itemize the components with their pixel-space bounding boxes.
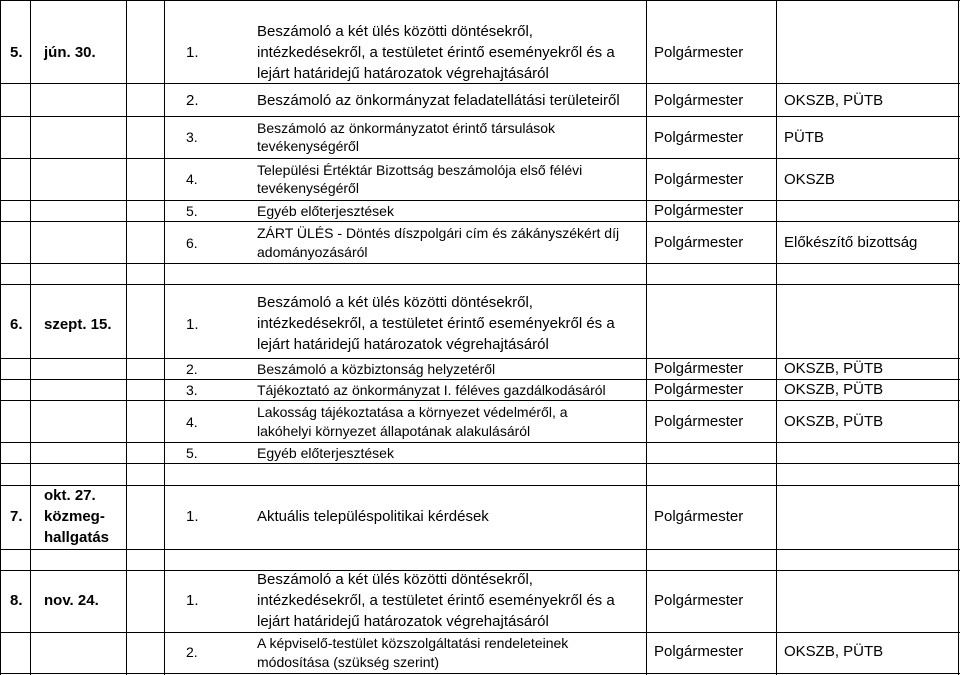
- item-text: Egyéb előterjesztések: [257, 203, 394, 219]
- item-responsible: Polgármester: [654, 381, 744, 398]
- row-separator: [0, 221, 960, 222]
- meeting-date: szept. 15.: [44, 316, 112, 333]
- item-index: 1.: [186, 44, 199, 61]
- table-border-bottom: [0, 673, 960, 674]
- item-text: tevékenységéről: [257, 138, 359, 154]
- col-separator: [126, 0, 127, 675]
- row-separator: [0, 200, 960, 201]
- meeting-date: jún. 30.: [44, 44, 96, 61]
- item-responsible: Polgármester: [654, 92, 744, 109]
- item-text: adományozásáról: [257, 244, 368, 260]
- item-preparer: Előkészítő bizottság: [784, 234, 918, 251]
- item-text: A képviselő-testület közszolgáltatási rendeleteinek: [257, 635, 569, 651]
- item-index: 4.: [186, 171, 198, 187]
- item-index: 2.: [186, 361, 198, 377]
- meeting-date: nov. 24.: [44, 592, 99, 609]
- item-responsible: Polgármester: [654, 129, 744, 146]
- item-preparer: OKSZB, PÜTB: [784, 413, 884, 430]
- row-separator: [0, 400, 960, 401]
- table-border-left: [0, 0, 1, 675]
- item-text: lejárt határidejű határozatok végrehajtásáról: [257, 613, 549, 630]
- item-text: lejárt határidejű határozatok végrehajtásáról: [257, 65, 549, 82]
- item-text: Beszámoló az önkormányzat feladatellátási területeiről: [257, 92, 620, 109]
- item-text: intézkedésekről, a testületet érintő eseményekről és a: [257, 315, 615, 332]
- item-index: 1.: [186, 592, 199, 609]
- item-text: Aktuális településpolitikai kérdések: [257, 508, 489, 525]
- item-responsible: Polgármester: [654, 44, 744, 61]
- item-text: tevékenységéről: [257, 180, 359, 196]
- item-index: 3.: [186, 382, 198, 398]
- item-responsible: Polgármester: [654, 202, 744, 219]
- meeting-number: 5.: [10, 44, 23, 61]
- row-separator: [0, 463, 960, 464]
- item-text: ZÁRT ÜLÉS - Döntés díszpolgári cím és zákányszékért díj: [257, 225, 620, 241]
- item-text: intézkedésekről, a testületet érintő eseményekről és a: [257, 44, 615, 61]
- item-responsible: Polgármester: [654, 508, 744, 525]
- item-responsible: Polgármester: [654, 234, 744, 251]
- item-index: 1.: [186, 508, 199, 525]
- item-index: 3.: [186, 129, 198, 145]
- item-preparer: PÜTB: [784, 129, 825, 146]
- item-text: Települési Értéktár Bizottság beszámolója első félévi: [257, 162, 583, 178]
- row-separator: [0, 284, 960, 285]
- item-text: Beszámoló a közbiztonság helyzetéről: [257, 361, 496, 377]
- item-responsible: Polgármester: [654, 413, 744, 430]
- row-separator: [0, 158, 960, 159]
- item-preparer: OKSZB, PÜTB: [784, 643, 884, 660]
- item-text: Beszámoló a két ülés közötti döntésekről,: [257, 23, 533, 40]
- item-text: Tájékoztató az önkormányzat I. féléves gazdálkodásáról: [257, 382, 606, 398]
- item-index: 2.: [186, 92, 199, 109]
- item-text: intézkedésekről, a testületet érintő eseményekről és a: [257, 592, 615, 609]
- table-border-right: [958, 0, 959, 675]
- item-preparer: OKSZB: [784, 171, 835, 188]
- item-text: Lakosság tájékoztatása a környezet védelméről, a: [257, 404, 568, 420]
- item-text: módosítása (szükség szerint): [257, 654, 440, 670]
- item-index: 4.: [186, 414, 198, 430]
- item-responsible: Polgármester: [654, 643, 744, 660]
- item-responsible: Polgármester: [654, 171, 744, 188]
- row-separator: [0, 485, 960, 486]
- item-responsible: Polgármester: [654, 360, 744, 377]
- col-separator: [646, 0, 647, 675]
- meeting-number: 8.: [10, 592, 23, 609]
- col-separator: [776, 0, 777, 675]
- row-separator: [0, 116, 960, 117]
- item-text: Egyéb előterjesztések: [257, 445, 394, 461]
- item-index: 6.: [186, 235, 198, 251]
- row-separator: [0, 549, 960, 550]
- meeting-number: 6.: [10, 316, 23, 333]
- item-preparer: OKSZB, PÜTB: [784, 381, 884, 398]
- item-text: Beszámoló a két ülés közötti döntésekről,: [257, 571, 533, 588]
- meeting-number: 7.: [10, 508, 23, 525]
- item-index: 5.: [186, 203, 198, 219]
- col-separator: [164, 0, 165, 675]
- item-preparer: OKSZB, PÜTB: [784, 92, 884, 109]
- meeting-date: hallgatás: [44, 529, 110, 546]
- item-responsible: Polgármester: [654, 592, 744, 609]
- meeting-date: okt. 27.: [44, 487, 96, 504]
- item-index: 2.: [186, 644, 198, 660]
- row-separator: [0, 442, 960, 443]
- col-separator: [30, 0, 31, 675]
- item-preparer: OKSZB, PÜTB: [784, 360, 884, 377]
- table-border-top: [0, 0, 960, 1]
- item-text: Beszámoló az önkormányzatot érintő társulások: [257, 120, 556, 136]
- row-separator: [0, 263, 960, 264]
- item-text: lakóhelyi környezet állapotának alakulásáról: [257, 423, 531, 439]
- item-index: 5.: [186, 445, 198, 461]
- item-text: Beszámoló a két ülés közötti döntésekről,: [257, 294, 533, 311]
- meeting-date: közmeg-: [44, 508, 105, 525]
- item-text: lejárt határidejű határozatok végrehajtásáról: [257, 336, 549, 353]
- item-index: 1.: [186, 316, 199, 333]
